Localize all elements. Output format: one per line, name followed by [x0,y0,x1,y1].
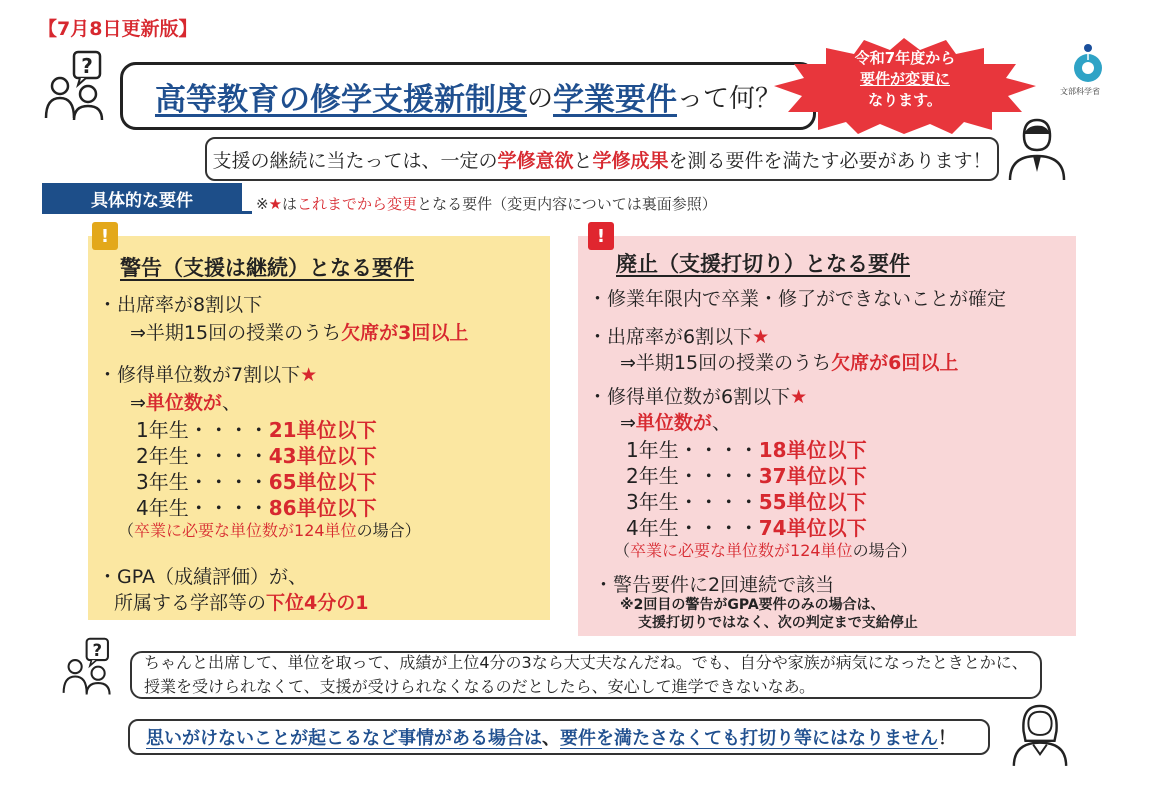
comma: 、 [711,412,731,434]
warning-credits-lead [130,388,241,415]
warning-panel [88,225,550,620]
abolish-credits [588,382,807,409]
warning-attendance-detail-pre: ⇒半期15回の授業のうち [130,322,342,344]
year-value: 74単位以下 [758,516,867,540]
title-bubble [120,62,816,130]
warning-credits [98,360,317,387]
title-part1: 高等教育の修学支援新制度 [154,81,527,118]
year-label: 4年生・・・・ [136,496,269,520]
warning-alert-icon: ! [92,222,118,250]
star-icon: ★ [790,386,808,408]
warning-gpa-line2 [114,588,368,615]
abolish-alert-icon: ! [588,222,614,250]
reassure-part3: 要件を満たさなくても打切り等にはなりません [560,728,938,749]
year-label: 4年生・・・・ [626,516,759,540]
abolish-credits-lead [620,408,731,435]
year-value: 18単位以下 [758,438,867,462]
paren-close: の場合） [356,521,421,540]
warning-note-red: 卒業に必要な単位数が124単位 [134,521,357,540]
questioning-people-icon [62,634,126,696]
staff-female-icon [1010,702,1070,766]
reassure-part1: 思いがけないことが起こるなど事情がある場合は [146,728,542,749]
year-value: 86単位以下 [268,496,377,520]
warning-credits-note [118,518,421,541]
warning-heading: 警告（支援は継続）となる要件 [120,256,414,280]
burst-line3: なります。 [868,91,942,109]
abolish-panel [578,225,1076,636]
abolish-attendance-detail-pre: ⇒半期15回の授業のうち [620,352,832,374]
comma: 、 [221,392,241,414]
paren-open: （ [118,521,135,540]
staff-male-icon [1006,114,1068,180]
abolish-year-row [626,434,867,463]
intro-pre: 支援の継続に当たっては、一定の [212,149,498,172]
title-part3: 学業要件 [553,81,677,118]
reassure-part4: ！ [938,728,956,749]
svg-text:?: ? [92,640,103,660]
intro-post: を測る要件を満たす必要があります！ [668,149,992,172]
warning-gpa-red: 下位4分の1 [266,592,369,614]
section-note-post: となる要件（変更内容については裏面参照） [417,195,717,213]
warning-year-row [136,492,377,521]
abolish-attendance-text: ・出席率が6割以下 [588,326,753,348]
section-note [256,193,717,214]
abolish-consecutive-note1: ※2回目の警告がGPA要件のみの場合は、 [620,597,885,613]
year-value: 21単位以下 [268,418,377,442]
burst-line2: 要件が変更に [859,70,950,88]
update-tag: 【7月8日更新版】 [38,18,198,40]
warning-credits-red: 単位数が [145,392,222,414]
section-note-pre: ※ [256,195,269,213]
abolish-consecutive-note2: 支援打切りではなく、次の判定まで支給停止 [638,615,918,631]
abolish-note-red: 卒業に必要な単位数が124単位 [630,541,853,560]
abolish-attendance-detail-red: 欠席が6回以上 [831,352,959,374]
section-underline [42,211,252,214]
ministry-logo-text: 文部科学省 [1060,87,1100,96]
year-label: 1年生・・・・ [136,418,269,442]
abolish-year-row [626,486,867,515]
paren-open: （ [614,541,631,560]
intro-kw1: 学修意欲 [497,149,574,172]
warning-year-row [136,466,377,495]
warning-attendance-detail-red: 欠席が3回以上 [341,322,469,344]
title-part4: って何？ [677,83,782,114]
abolish-consecutive: ・警告要件に2回連続で該当 [594,574,835,596]
student-speech-bubble: ちゃんと出席して、単位を取って、成績が上位4分の3なら大丈夫なんだね。でも、自分や家族が病気になったときとかに、授業を受けられなくて、支援が受けられなくなるのだとしたら、安心して進学できないなあ。 [130,651,1042,699]
year-value: 43単位以下 [268,444,377,468]
warning-attendance: ・出席率が8割以下 [98,294,263,316]
year-value: 65単位以下 [268,470,377,494]
warning-year-row [136,414,377,443]
star-icon: ★ [268,195,283,213]
arrow-icon: ⇒ [620,412,636,434]
title-part2: の [526,83,553,114]
abolish-credits-text: ・修得単位数が6割以下 [588,386,791,408]
intro-bubble [205,137,999,181]
arrow-icon: ⇒ [130,392,146,414]
abolish-attendance-detail [620,348,958,375]
svg-text:?: ? [81,54,93,78]
star-icon: ★ [752,326,770,348]
warning-gpa-line1: ・GPA（成績評価）が、 [98,566,307,588]
warning-year-row [136,440,377,469]
star-icon: ★ [300,364,318,386]
year-value: 55単位以下 [758,490,867,514]
year-label: 3年生・・・・ [136,470,269,494]
abolish-year-row [626,512,867,541]
abolish-heading: 廃止（支援打切り）となる要件 [616,252,910,276]
section-note-keyword: これまでから変更 [297,195,418,213]
year-label: 2年生・・・・ [136,444,269,468]
abolish-graduation: ・修業年限内で卒業・修了ができないことが確定 [588,288,1007,310]
abolish-attendance [588,322,769,349]
reassure-speech-bubble [128,719,990,755]
abolish-year-row [626,460,867,489]
abolish-credits-red: 単位数が [635,412,712,434]
year-label: 2年生・・・・ [626,464,759,488]
section-note-mid: は [282,195,298,213]
year-value: 37単位以下 [758,464,867,488]
paren-close: の場合） [852,541,917,560]
intro-kw2: 学修成果 [592,149,669,172]
burst-text [830,48,980,111]
section-label: 具体的な要件 [42,183,242,213]
abolish-credits-note [614,538,917,561]
burst-line1: 令和7年度から [854,49,956,67]
year-label: 3年生・・・・ [626,490,759,514]
warning-credits-text: ・修得単位数が7割以下 [98,364,301,386]
reassure-part2: 、 [542,728,560,749]
questioning-people-icon [44,48,122,120]
warning-attendance-detail [130,318,468,345]
intro-mid: と [573,149,593,172]
year-label: 1年生・・・・ [626,438,759,462]
warning-gpa-pre: 所属する学部等の [114,592,267,614]
